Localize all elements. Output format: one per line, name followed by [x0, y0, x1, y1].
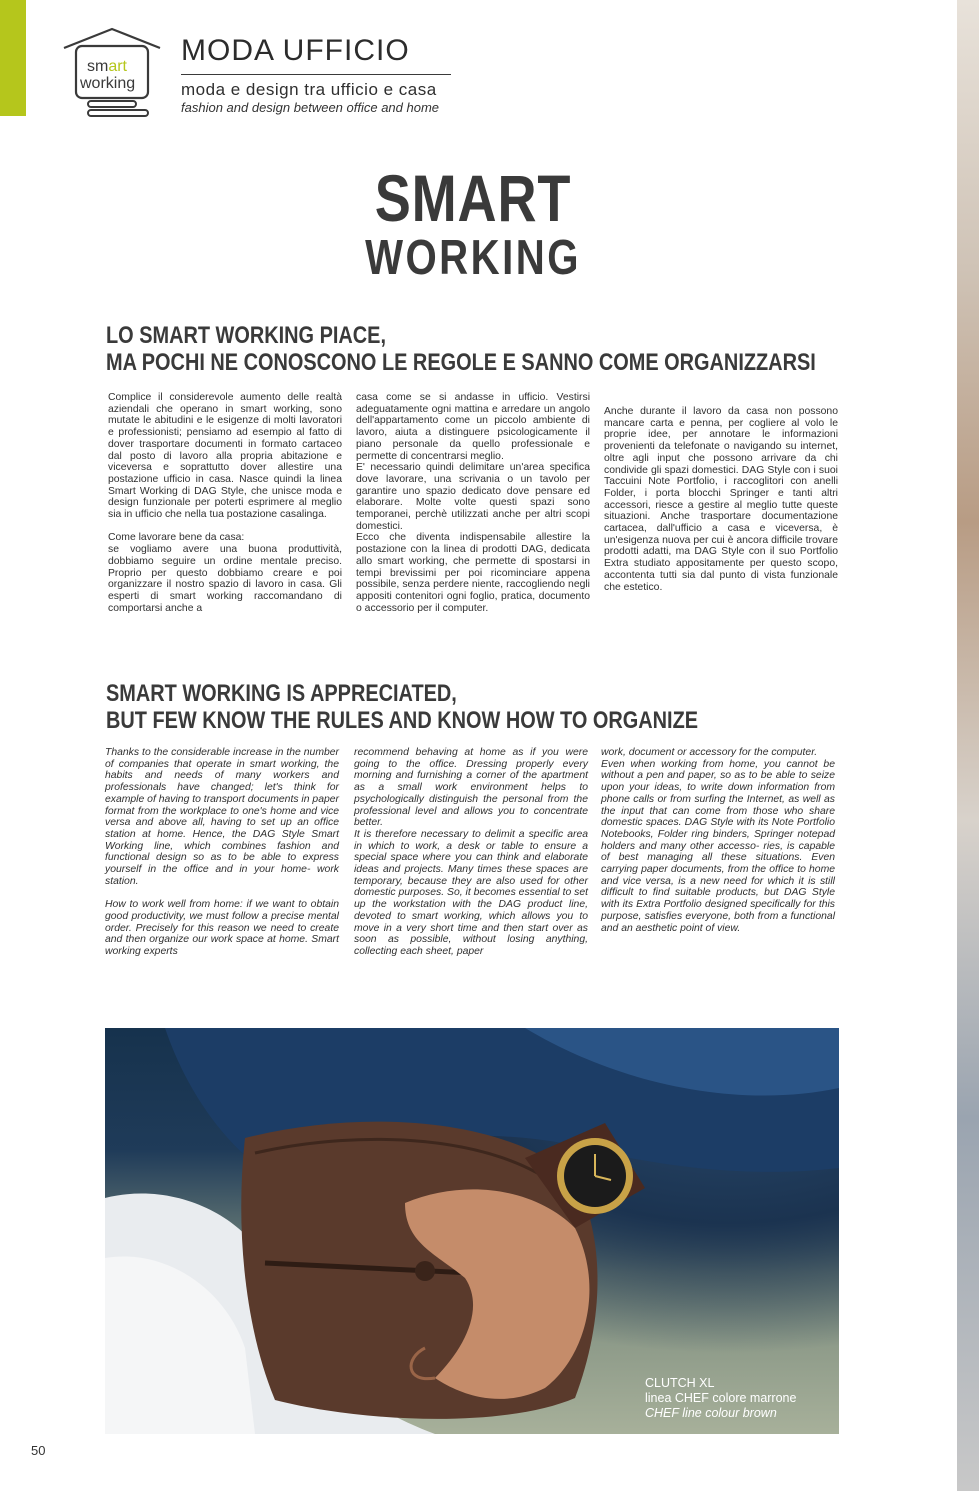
smart-working-logo [60, 26, 164, 118]
product-photo [105, 1028, 839, 1434]
english-paragraph: How to work well from home: if we want to obtain good productivity, we must follow a precise mental order. Precisely for this reason we need to create and then organize our work space at home. Smart working experts [105, 899, 339, 957]
italian-heading-line2: MA POCHI NE CONOSCONO LE REGOLE E SANNO COME ORGANIZZARSI [106, 349, 816, 376]
photo-caption [645, 1376, 825, 1421]
italian-heading [106, 322, 816, 376]
english-paragraph: work, document or accessory for the computer. [601, 747, 818, 758]
english-paragraph: Even when working from home, you cannot be without a pen and paper, so as to be able to seize upon your ideas, to write down information from phone calls or from surfing the Internet, as well as the input that can come from those who share domestic spaces. DAG Style with its Note Portfolio Notebooks, Folder ring binders, Springer notepad holders and many other accesso- ries, is capable of best managing all these situations. Even carrying paper documents, from the office to home and vice versa, is a new need for which it is still difficult to find suitable products, but DAG Style with its Extra Portfolio designed specifically for this purpose, satisfies everyone, both from a functional and an aesthetic point of view. [601, 758, 835, 934]
english-heading [106, 680, 720, 734]
italian-paragraph: E' necessario quindi delimitare un'area specifica dove lavorare, una scrivania o un tavolo per garantire uno spazio dedicato dove pensare ed elaborare. Molte volte questi spazi sono temporanei, perchè utilizzati anche per altri scopi domestici. [356, 462, 590, 532]
english-column-3 [601, 747, 835, 934]
italian-paragraph: Ecco che diventa indispensabile allestire la postazione con la linea di prodotti DAG, dedicata allo smart working, che permette di spostarsi in tempi brevissimi per poi ricominciare appena possibile, senza perdere niente, raccogliendo negli appositi contenitori ogni foglio, pratica, documento o accessorio per il computer. [356, 532, 590, 614]
italian-column-1 [108, 392, 342, 614]
section-divider [181, 74, 451, 75]
italian-paragraph: Anche durante il lavoro da casa non possono mancare carta e penna, per cogliere al volo le proprie idee, per annotare le informazioni provenienti da telefonate o navigando su internet, oltre agli input che possono arrivare da chi condivide gli spazi domestici. DAG Style con i suoi Taccuini Note Portfolio, i raccoglitori con anelli Folder, i porta blocchi Springer e tanti altri accessori, riesce a gestire al meglio tutte queste situazioni. Anche trasportare documentazione cartacea, dall'ufficio a casa e viceversa, è un'esigenza nuova per cui è ancora difficile trovare prodotti adatti, ma DAG Style con il suo Portfolio Extra studiato appositamente per questo scopo, accontenta tutti sia dal punto di vista funzionale che estetico. [604, 406, 838, 593]
accent-bar [0, 0, 26, 116]
svg-text:working: working [80, 75, 136, 92]
adjacent-page-strip [957, 0, 979, 1491]
italian-paragraph: Complice il considerevole aumento delle realtà aziendali che operano in smart working, sono mutate le abitudini e le esigenze di molti lavoratori e professionisti; pensiamo ad esempio al fatto di dover trasportare documenti in formato cartaceo dal posto di lavoro alla propria abitazione e viceversa e soprattutto dover allestire una postazione ufficio in casa. Nasce quindi la linea Smart Working di DAG Style, che unisce moda e design funzionale per poterti esprimere al meglio sia in ufficio che nella tua postazione casalinga. [108, 392, 342, 521]
italian-column-3 [604, 406, 838, 593]
photo-illustration [105, 1028, 839, 1434]
english-heading-line2: BUT FEW KNOW THE RULES AND KNOW HOW TO ORGANIZE [106, 707, 699, 734]
caption-title: CLUTCH XL [645, 1376, 715, 1390]
page-number: 50 [31, 1443, 46, 1458]
english-paragraph: It is therefore necessary to delimit a specific area in which to work, a desk or table to ensure a special space where you can think and elaborate ideas and projects. Many times these spaces are temporary, because they are also used for other domestic purposes. So, it becomes essential to set up the workstation with the DAG product line, devoted to smart working, which allows you to move in a very short time and then start over as soon as possible, without losing anything, collecting each sheet, paper [354, 828, 588, 957]
hero-title-line1: SMART [374, 161, 572, 235]
english-column-2 [354, 747, 588, 958]
italian-paragraph: Come lavorare bene da casa: [108, 532, 245, 544]
italian-column-2 [356, 392, 590, 614]
english-paragraph: Thanks to the considerable increase in the number of companies that operate in smart working, the habits and needs of many workers and professionals have changed; let's think for example of having to transport documents in paper format from the workplace to one's home and vice versa and above all, having to set up an office station at home. Hence, the DAG Style Smart Working line, which combines fashion and functional design so as to be able to express yourself in the office and in your home- work station. [105, 747, 339, 887]
italian-heading-line1: LO SMART WORKING PIACE, [106, 322, 386, 349]
caption-english: CHEF line colour brown [645, 1406, 777, 1420]
section-subtitle-italian: moda e design tra ufficio e casa [181, 80, 437, 99]
caption-italian: linea CHEF colore marrone [645, 1391, 797, 1405]
hero-title-line2: WORKING [365, 231, 581, 285]
italian-paragraph: se vogliamo avere una buona produttività, dobbiamo seguire un ordine mentale preciso. Proprio per questo dobbiamo creare e poi organizzare il nostro spazio di lavoro in casa. Gli esperti di smart working raccomandano di comportarsi anche a [108, 544, 342, 614]
section-title: MODA UFFICIO [181, 34, 410, 67]
english-paragraph: recommend behaving at home as if you were going to the office. Dressing properly every morning and furnishing a corner of the apartment as a small work environment helps to psychologically distinguish the personal from the professional level and allows you to concentrate better. [354, 747, 588, 829]
english-heading-line1: SMART WORKING IS APPRECIATED, [106, 680, 457, 707]
english-column-1 [105, 747, 339, 958]
section-subtitle-english: fashion and design between office and home [181, 100, 440, 115]
italian-paragraph: casa come se si andasse in ufficio. Vestirsi adeguatamente ogni mattina e arredare un angolo dell'appartamento come un piccolo ambiente di lavoro, aiuta a distinguere psicologicamente il piano personale da quello professionale e permette di concentrarsi meglio. [356, 392, 590, 462]
svg-text:smart: smart [87, 58, 127, 75]
